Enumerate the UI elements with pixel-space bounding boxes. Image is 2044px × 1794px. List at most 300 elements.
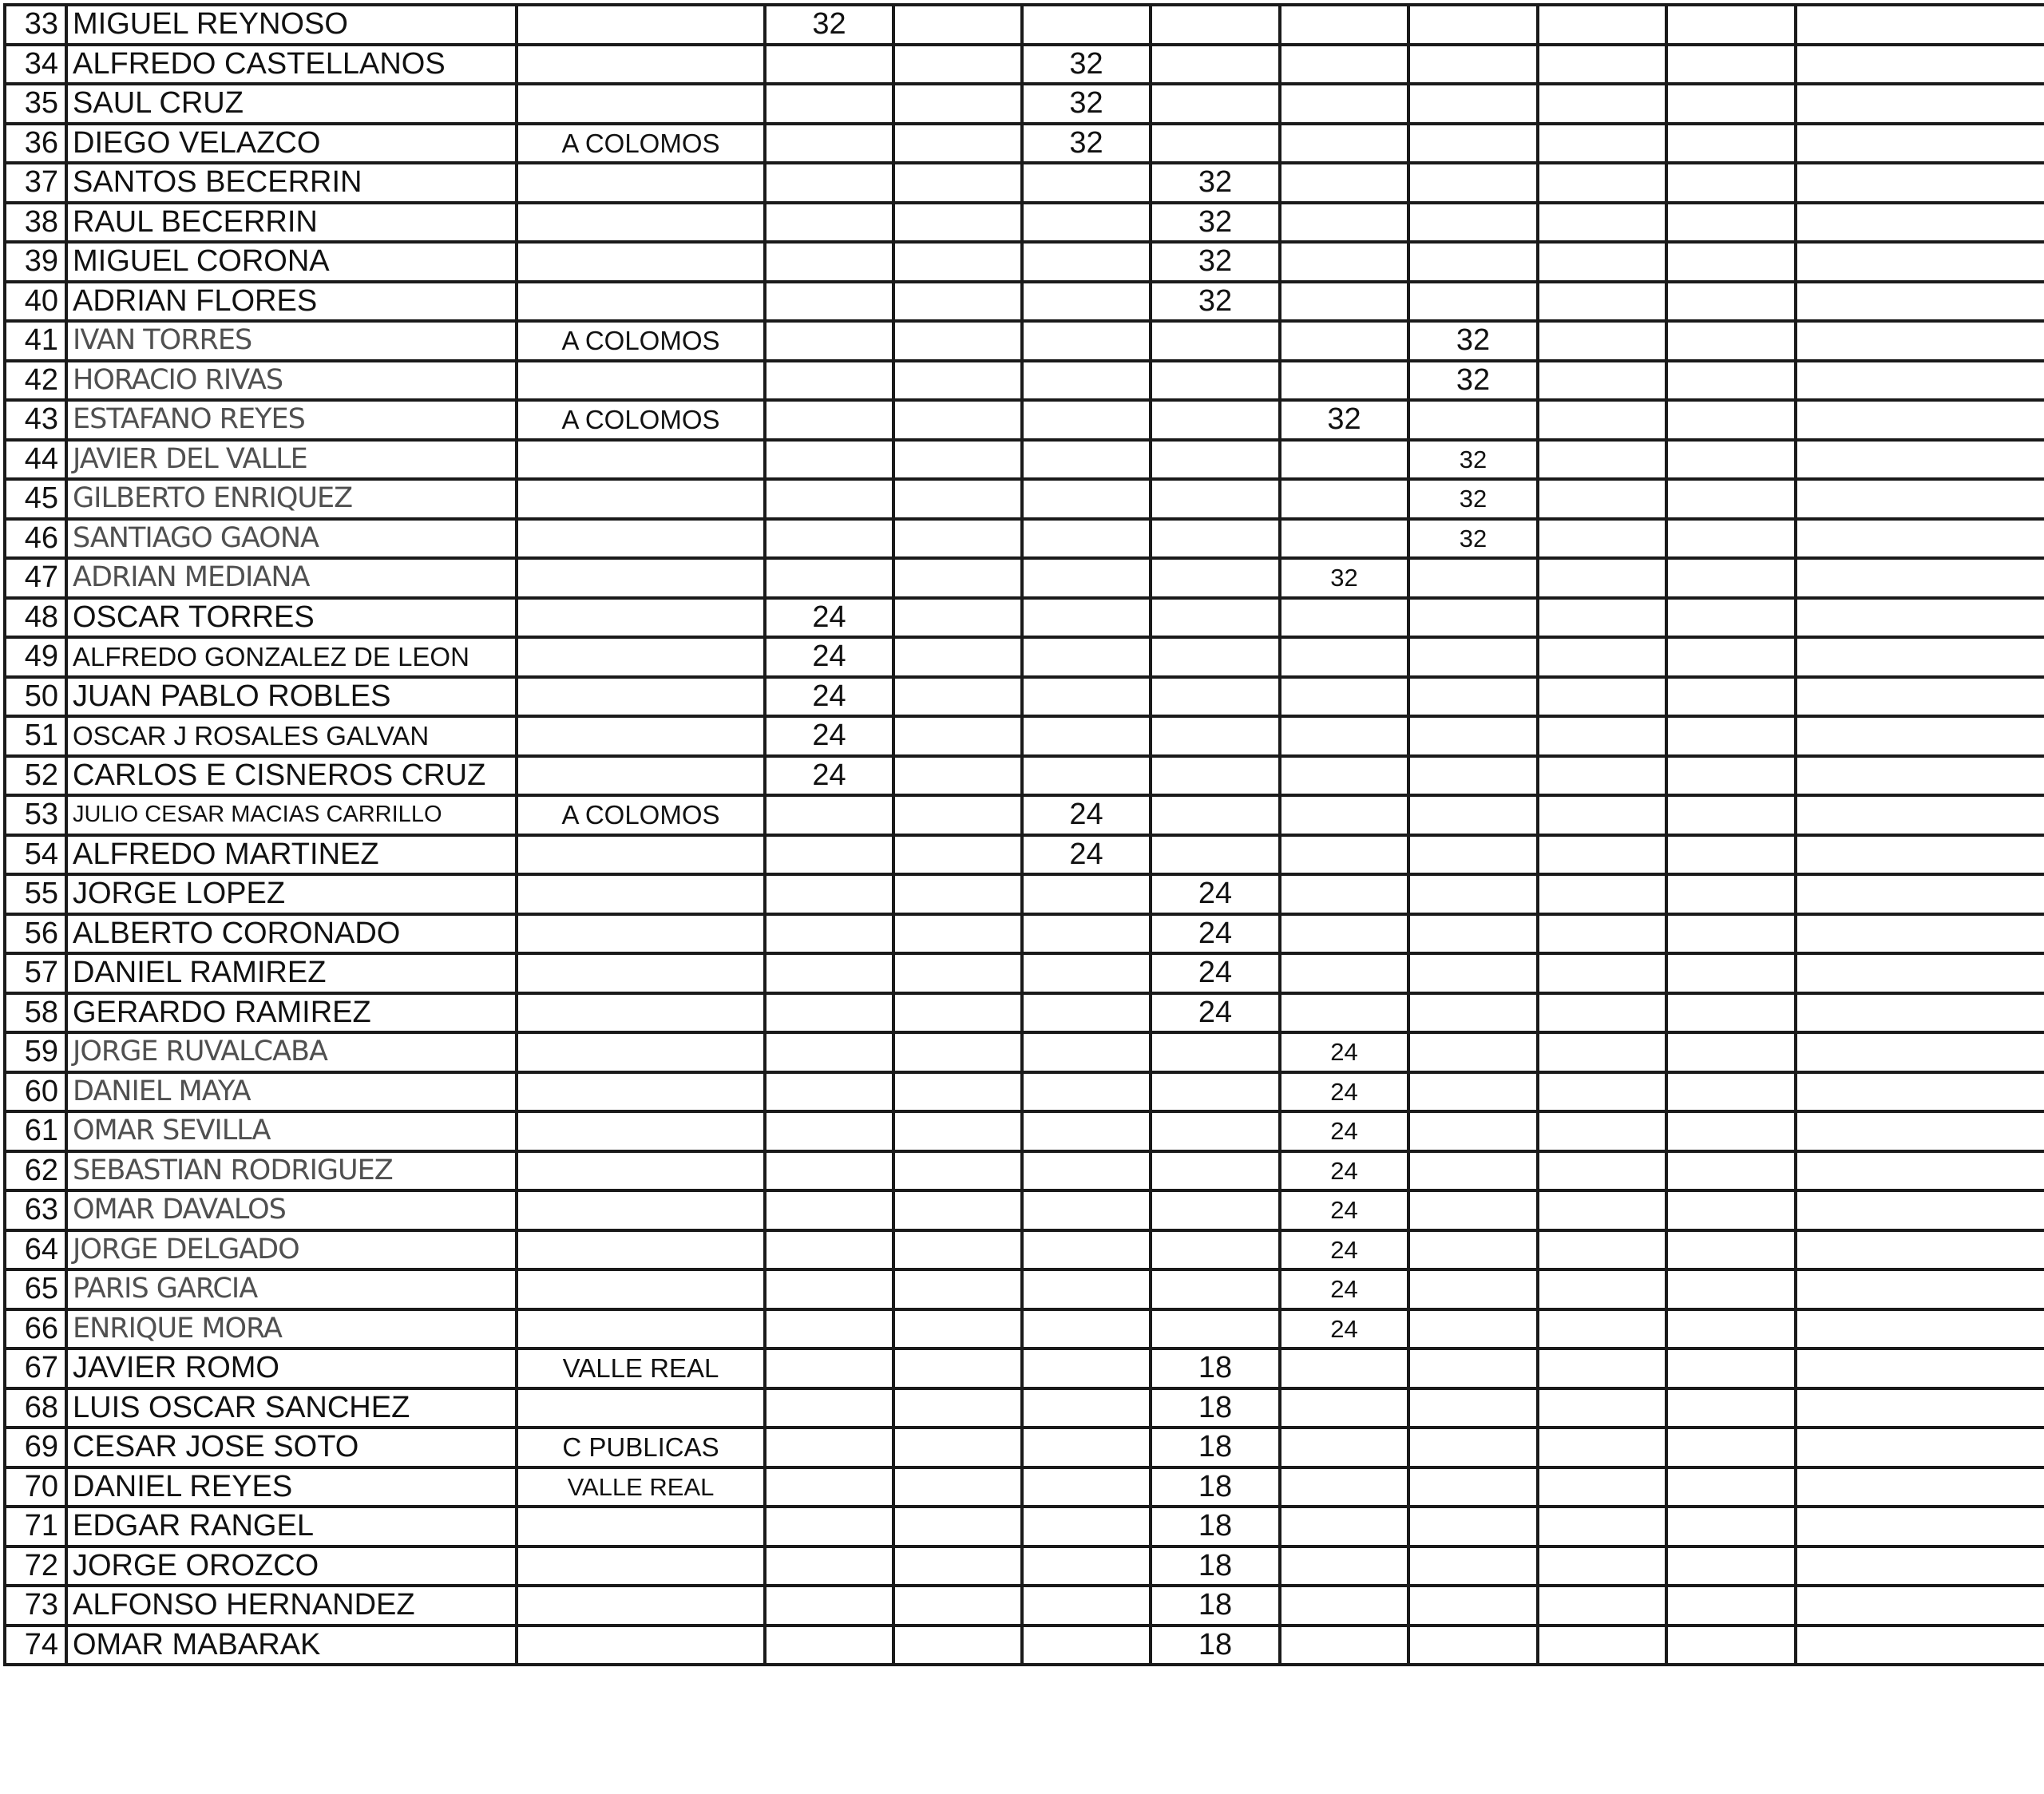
row-number: 53	[5, 795, 66, 835]
points-cell-6	[1408, 400, 1538, 440]
points-cell-4	[1151, 1111, 1280, 1151]
points-cell-6	[1408, 1348, 1538, 1388]
points-cell-6	[1408, 1032, 1538, 1072]
points-cell-8	[1666, 361, 1796, 401]
player-name: CARLOS E CISNEROS CRUZ	[66, 756, 517, 796]
row-number: 34	[5, 45, 66, 85]
points-cell-3	[1022, 1586, 1151, 1626]
points-cell-3	[1022, 1151, 1151, 1191]
points-cell-8	[1666, 1348, 1796, 1388]
player-name: IVAN TORRES	[66, 321, 517, 361]
player-club	[517, 1111, 765, 1151]
points-cell-9	[1796, 1309, 2044, 1349]
points-cell-3	[1022, 756, 1151, 796]
points-cell-2	[893, 282, 1022, 322]
points-cell-7	[1538, 400, 1666, 440]
points-cell-9	[1796, 203, 2044, 243]
points-cell-2	[893, 558, 1022, 598]
points-cell-1: 24	[765, 677, 893, 717]
points-cell-8	[1666, 598, 1796, 638]
points-cell-4: 18	[1151, 1348, 1280, 1388]
points-cell-6	[1408, 203, 1538, 243]
points-cell-5	[1280, 519, 1408, 559]
points-cell-5	[1280, 1428, 1408, 1467]
player-club	[517, 1190, 765, 1230]
points-cell-1	[765, 1467, 893, 1507]
points-cell-6	[1408, 677, 1538, 717]
points-cell-3	[1022, 1230, 1151, 1270]
points-cell-9	[1796, 361, 2044, 401]
table-row	[5, 1190, 2044, 1230]
table-row	[5, 5, 2044, 45]
points-cell-4	[1151, 1190, 1280, 1230]
row-number: 45	[5, 479, 66, 519]
points-cell-1	[765, 1348, 893, 1388]
table-row	[5, 282, 2044, 322]
row-number: 37	[5, 163, 66, 203]
points-cell-4: 32	[1151, 242, 1280, 282]
points-cell-2	[893, 5, 1022, 45]
points-cell-3	[1022, 1428, 1151, 1467]
points-cell-2	[893, 124, 1022, 164]
points-cell-6	[1408, 45, 1538, 85]
points-cell-7	[1538, 953, 1666, 993]
points-cell-7	[1538, 716, 1666, 756]
points-cell-3	[1022, 1467, 1151, 1507]
points-cell-6: 32	[1408, 519, 1538, 559]
points-cell-7	[1538, 519, 1666, 559]
player-club	[517, 993, 765, 1033]
points-cell-9	[1796, 914, 2044, 954]
row-number: 42	[5, 361, 66, 401]
points-cell-3	[1022, 400, 1151, 440]
points-cell-2	[893, 716, 1022, 756]
points-cell-6	[1408, 1467, 1538, 1507]
points-cell-5	[1280, 874, 1408, 914]
points-cell-6	[1408, 874, 1538, 914]
points-cell-2	[893, 835, 1022, 875]
points-cell-8	[1666, 637, 1796, 677]
points-cell-1: 24	[765, 716, 893, 756]
points-cell-8	[1666, 1190, 1796, 1230]
points-cell-9	[1796, 1072, 2044, 1112]
player-name: ALFREDO CASTELLANOS	[66, 45, 517, 85]
points-cell-7	[1538, 637, 1666, 677]
points-cell-1: 24	[765, 637, 893, 677]
points-cell-3: 24	[1022, 795, 1151, 835]
points-cell-7	[1538, 677, 1666, 717]
points-cell-1: 24	[765, 756, 893, 796]
player-name: HORACIO RIVAS	[66, 361, 517, 401]
points-cell-7	[1538, 993, 1666, 1033]
points-cell-8	[1666, 1072, 1796, 1112]
player-club: C PUBLICAS	[517, 1428, 765, 1467]
points-cell-1	[765, 1111, 893, 1151]
table-row	[5, 1230, 2044, 1270]
points-cell-6	[1408, 1428, 1538, 1467]
points-cell-6	[1408, 242, 1538, 282]
table-row	[5, 1348, 2044, 1388]
points-cell-8	[1666, 1428, 1796, 1467]
points-cell-2	[893, 1309, 1022, 1349]
points-cell-1	[765, 479, 893, 519]
row-number: 59	[5, 1032, 66, 1072]
table-row	[5, 953, 2044, 993]
points-cell-4	[1151, 1269, 1280, 1309]
row-number: 60	[5, 1072, 66, 1112]
points-cell-2	[893, 1467, 1022, 1507]
player-name: JUAN PABLO ROBLES	[66, 677, 517, 717]
points-cell-6: 32	[1408, 479, 1538, 519]
points-cell-7	[1538, 124, 1666, 164]
points-cell-6	[1408, 558, 1538, 598]
player-club	[517, 1626, 765, 1665]
points-cell-6: 32	[1408, 361, 1538, 401]
points-cell-3	[1022, 1348, 1151, 1388]
points-cell-3	[1022, 637, 1151, 677]
player-club	[517, 1269, 765, 1309]
player-club	[517, 242, 765, 282]
points-cell-8	[1666, 5, 1796, 45]
points-cell-2	[893, 637, 1022, 677]
player-club: A COLOMOS	[517, 321, 765, 361]
points-cell-5: 24	[1280, 1111, 1408, 1151]
points-cell-1	[765, 1626, 893, 1665]
table-row	[5, 1032, 2044, 1072]
player-club	[517, 1586, 765, 1626]
points-cell-2	[893, 1348, 1022, 1388]
points-cell-4	[1151, 440, 1280, 480]
points-cell-7	[1538, 203, 1666, 243]
points-cell-7	[1538, 321, 1666, 361]
points-cell-8	[1666, 993, 1796, 1033]
points-cell-4	[1151, 84, 1280, 124]
points-cell-5	[1280, 5, 1408, 45]
points-cell-4	[1151, 361, 1280, 401]
player-club	[517, 1309, 765, 1349]
points-cell-4	[1151, 5, 1280, 45]
points-cell-1	[765, 1032, 893, 1072]
player-name: JAVIER DEL VALLE	[66, 440, 517, 480]
points-cell-4	[1151, 1230, 1280, 1270]
points-cell-1	[765, 1546, 893, 1586]
points-cell-2	[893, 1151, 1022, 1191]
points-cell-8	[1666, 1111, 1796, 1151]
points-cell-1	[765, 519, 893, 559]
points-cell-8	[1666, 519, 1796, 559]
points-cell-7	[1538, 1507, 1666, 1546]
points-cell-8	[1666, 1269, 1796, 1309]
points-cell-8	[1666, 1507, 1796, 1546]
points-cell-9	[1796, 282, 2044, 322]
player-name: DANIEL REYES	[66, 1467, 517, 1507]
row-number: 74	[5, 1626, 66, 1665]
points-cell-1	[765, 1586, 893, 1626]
points-cell-4: 18	[1151, 1507, 1280, 1546]
points-cell-3	[1022, 1507, 1151, 1546]
row-number: 56	[5, 914, 66, 954]
points-cell-5	[1280, 1348, 1408, 1388]
table-row	[5, 1111, 2044, 1151]
points-cell-5: 32	[1280, 400, 1408, 440]
points-cell-6	[1408, 835, 1538, 875]
row-number: 55	[5, 874, 66, 914]
points-cell-6	[1408, 756, 1538, 796]
points-cell-4: 32	[1151, 203, 1280, 243]
points-cell-1	[765, 1230, 893, 1270]
row-number: 65	[5, 1269, 66, 1309]
points-cell-2	[893, 321, 1022, 361]
points-cell-3	[1022, 321, 1151, 361]
player-name: SEBASTIAN RODRIGUEZ	[66, 1151, 517, 1191]
points-cell-3	[1022, 1190, 1151, 1230]
points-cell-4	[1151, 598, 1280, 638]
points-cell-3	[1022, 1309, 1151, 1349]
points-cell-2	[893, 1546, 1022, 1586]
table-row	[5, 1309, 2044, 1349]
table-row	[5, 874, 2044, 914]
points-cell-1	[765, 163, 893, 203]
points-cell-5: 24	[1280, 1230, 1408, 1270]
player-name: ENRIQUE MORA	[66, 1309, 517, 1349]
points-cell-2	[893, 1428, 1022, 1467]
player-club	[517, 479, 765, 519]
row-number: 68	[5, 1388, 66, 1428]
points-cell-4: 18	[1151, 1546, 1280, 1586]
points-cell-2	[893, 1388, 1022, 1428]
player-club	[517, 1230, 765, 1270]
points-cell-2	[893, 1626, 1022, 1665]
player-club	[517, 914, 765, 954]
table-row	[5, 914, 2044, 954]
row-number: 44	[5, 440, 66, 480]
table-row	[5, 124, 2044, 164]
row-number: 38	[5, 203, 66, 243]
points-cell-3	[1022, 874, 1151, 914]
points-cell-9	[1796, 1388, 2044, 1428]
table-row	[5, 1428, 2044, 1467]
points-cell-8	[1666, 163, 1796, 203]
points-cell-6	[1408, 163, 1538, 203]
points-cell-7	[1538, 1151, 1666, 1191]
points-cell-7	[1538, 479, 1666, 519]
points-cell-1	[765, 795, 893, 835]
points-cell-6	[1408, 1269, 1538, 1309]
row-number: 64	[5, 1230, 66, 1270]
points-cell-9	[1796, 45, 2044, 85]
points-cell-6: 32	[1408, 440, 1538, 480]
player-name: ALFREDO GONZALEZ DE LEON	[66, 637, 517, 677]
points-cell-4	[1151, 1072, 1280, 1112]
points-cell-3: 32	[1022, 84, 1151, 124]
points-cell-9	[1796, 756, 2044, 796]
player-name: DANIEL RAMIREZ	[66, 953, 517, 993]
row-number: 61	[5, 1111, 66, 1151]
points-cell-9	[1796, 874, 2044, 914]
table-row	[5, 163, 2044, 203]
points-cell-6	[1408, 1151, 1538, 1191]
player-club	[517, 163, 765, 203]
points-cell-5	[1280, 321, 1408, 361]
points-cell-7	[1538, 1626, 1666, 1665]
points-cell-7	[1538, 1546, 1666, 1586]
row-number: 35	[5, 84, 66, 124]
points-cell-5	[1280, 163, 1408, 203]
points-cell-4	[1151, 1151, 1280, 1191]
points-cell-2	[893, 1190, 1022, 1230]
points-cell-2	[893, 242, 1022, 282]
points-cell-6	[1408, 5, 1538, 45]
points-cell-1	[765, 1151, 893, 1191]
points-cell-1	[765, 1072, 893, 1112]
table-row	[5, 1586, 2044, 1626]
points-cell-3	[1022, 1269, 1151, 1309]
points-cell-8	[1666, 1388, 1796, 1428]
points-cell-4	[1151, 756, 1280, 796]
points-cell-6: 32	[1408, 321, 1538, 361]
table-row	[5, 1388, 2044, 1428]
points-cell-4	[1151, 321, 1280, 361]
points-cell-4: 24	[1151, 953, 1280, 993]
player-name: RAUL BECERRIN	[66, 203, 517, 243]
points-cell-1	[765, 1388, 893, 1428]
player-name: MIGUEL REYNOSO	[66, 5, 517, 45]
table-body	[5, 5, 2044, 1665]
points-cell-8	[1666, 1309, 1796, 1349]
points-cell-9	[1796, 993, 2044, 1033]
player-name: GERARDO RAMIREZ	[66, 993, 517, 1033]
points-cell-8	[1666, 874, 1796, 914]
player-club	[517, 1151, 765, 1191]
points-cell-3	[1022, 1111, 1151, 1151]
player-name: ADRIAN MEDIANA	[66, 558, 517, 598]
player-club: VALLE REAL	[517, 1348, 765, 1388]
points-cell-8	[1666, 282, 1796, 322]
points-cell-7	[1538, 5, 1666, 45]
row-number: 33	[5, 5, 66, 45]
player-name: MIGUEL CORONA	[66, 242, 517, 282]
points-cell-8	[1666, 677, 1796, 717]
table-row	[5, 716, 2044, 756]
player-name: JORGE OROZCO	[66, 1546, 517, 1586]
points-cell-1	[765, 1507, 893, 1546]
ranking-table	[3, 3, 2044, 1666]
table-row	[5, 756, 2044, 796]
points-cell-8	[1666, 321, 1796, 361]
points-cell-1	[765, 993, 893, 1033]
points-cell-4: 24	[1151, 993, 1280, 1033]
row-number: 69	[5, 1428, 66, 1467]
points-cell-3	[1022, 479, 1151, 519]
points-cell-7	[1538, 361, 1666, 401]
player-name: DIEGO VELAZCO	[66, 124, 517, 164]
points-cell-1	[765, 84, 893, 124]
table-row	[5, 1626, 2044, 1665]
points-cell-5	[1280, 598, 1408, 638]
points-cell-1	[765, 282, 893, 322]
table-row	[5, 1546, 2044, 1586]
player-name: SAUL CRUZ	[66, 84, 517, 124]
player-club	[517, 1032, 765, 1072]
player-name: OMAR SEVILLA	[66, 1111, 517, 1151]
table-row	[5, 440, 2044, 480]
points-cell-4	[1151, 558, 1280, 598]
points-cell-5: 24	[1280, 1072, 1408, 1112]
points-cell-8	[1666, 558, 1796, 598]
points-cell-5	[1280, 1626, 1408, 1665]
table-row	[5, 1072, 2044, 1112]
points-cell-9	[1796, 558, 2044, 598]
points-cell-7	[1538, 84, 1666, 124]
points-cell-5	[1280, 637, 1408, 677]
points-cell-6	[1408, 953, 1538, 993]
player-club	[517, 756, 765, 796]
points-cell-5	[1280, 440, 1408, 480]
points-cell-4: 18	[1151, 1467, 1280, 1507]
points-cell-3	[1022, 953, 1151, 993]
points-cell-5	[1280, 203, 1408, 243]
points-cell-2	[893, 203, 1022, 243]
player-club	[517, 519, 765, 559]
points-cell-4	[1151, 1032, 1280, 1072]
table-row	[5, 361, 2044, 401]
points-cell-4	[1151, 124, 1280, 164]
points-cell-9	[1796, 124, 2044, 164]
row-number: 50	[5, 677, 66, 717]
points-cell-3	[1022, 1388, 1151, 1428]
table-row	[5, 479, 2044, 519]
points-cell-5	[1280, 45, 1408, 85]
points-cell-5: 24	[1280, 1309, 1408, 1349]
row-number: 46	[5, 519, 66, 559]
table-row	[5, 321, 2044, 361]
points-cell-6	[1408, 1507, 1538, 1546]
points-cell-5: 24	[1280, 1269, 1408, 1309]
points-cell-7	[1538, 598, 1666, 638]
player-club	[517, 716, 765, 756]
points-cell-6	[1408, 1586, 1538, 1626]
row-number: 48	[5, 598, 66, 638]
points-cell-7	[1538, 1586, 1666, 1626]
points-cell-3	[1022, 5, 1151, 45]
table-row	[5, 835, 2044, 875]
points-cell-5	[1280, 1507, 1408, 1546]
points-cell-9	[1796, 1546, 2044, 1586]
points-cell-8	[1666, 1626, 1796, 1665]
points-cell-5	[1280, 242, 1408, 282]
points-cell-5	[1280, 1586, 1408, 1626]
player-club	[517, 282, 765, 322]
points-cell-4	[1151, 716, 1280, 756]
points-cell-5	[1280, 795, 1408, 835]
points-cell-4	[1151, 795, 1280, 835]
points-cell-9	[1796, 84, 2044, 124]
points-cell-9	[1796, 598, 2044, 638]
points-cell-8	[1666, 440, 1796, 480]
player-club	[517, 1388, 765, 1428]
row-number: 49	[5, 637, 66, 677]
points-cell-2	[893, 677, 1022, 717]
points-cell-9	[1796, 321, 2044, 361]
points-cell-6	[1408, 124, 1538, 164]
points-cell-2	[893, 1111, 1022, 1151]
points-cell-9	[1796, 1586, 2044, 1626]
points-cell-9	[1796, 1428, 2044, 1467]
row-number: 54	[5, 835, 66, 875]
table-row	[5, 1151, 2044, 1191]
row-number: 71	[5, 1507, 66, 1546]
player-name: ESTAFANO REYES	[66, 400, 517, 440]
